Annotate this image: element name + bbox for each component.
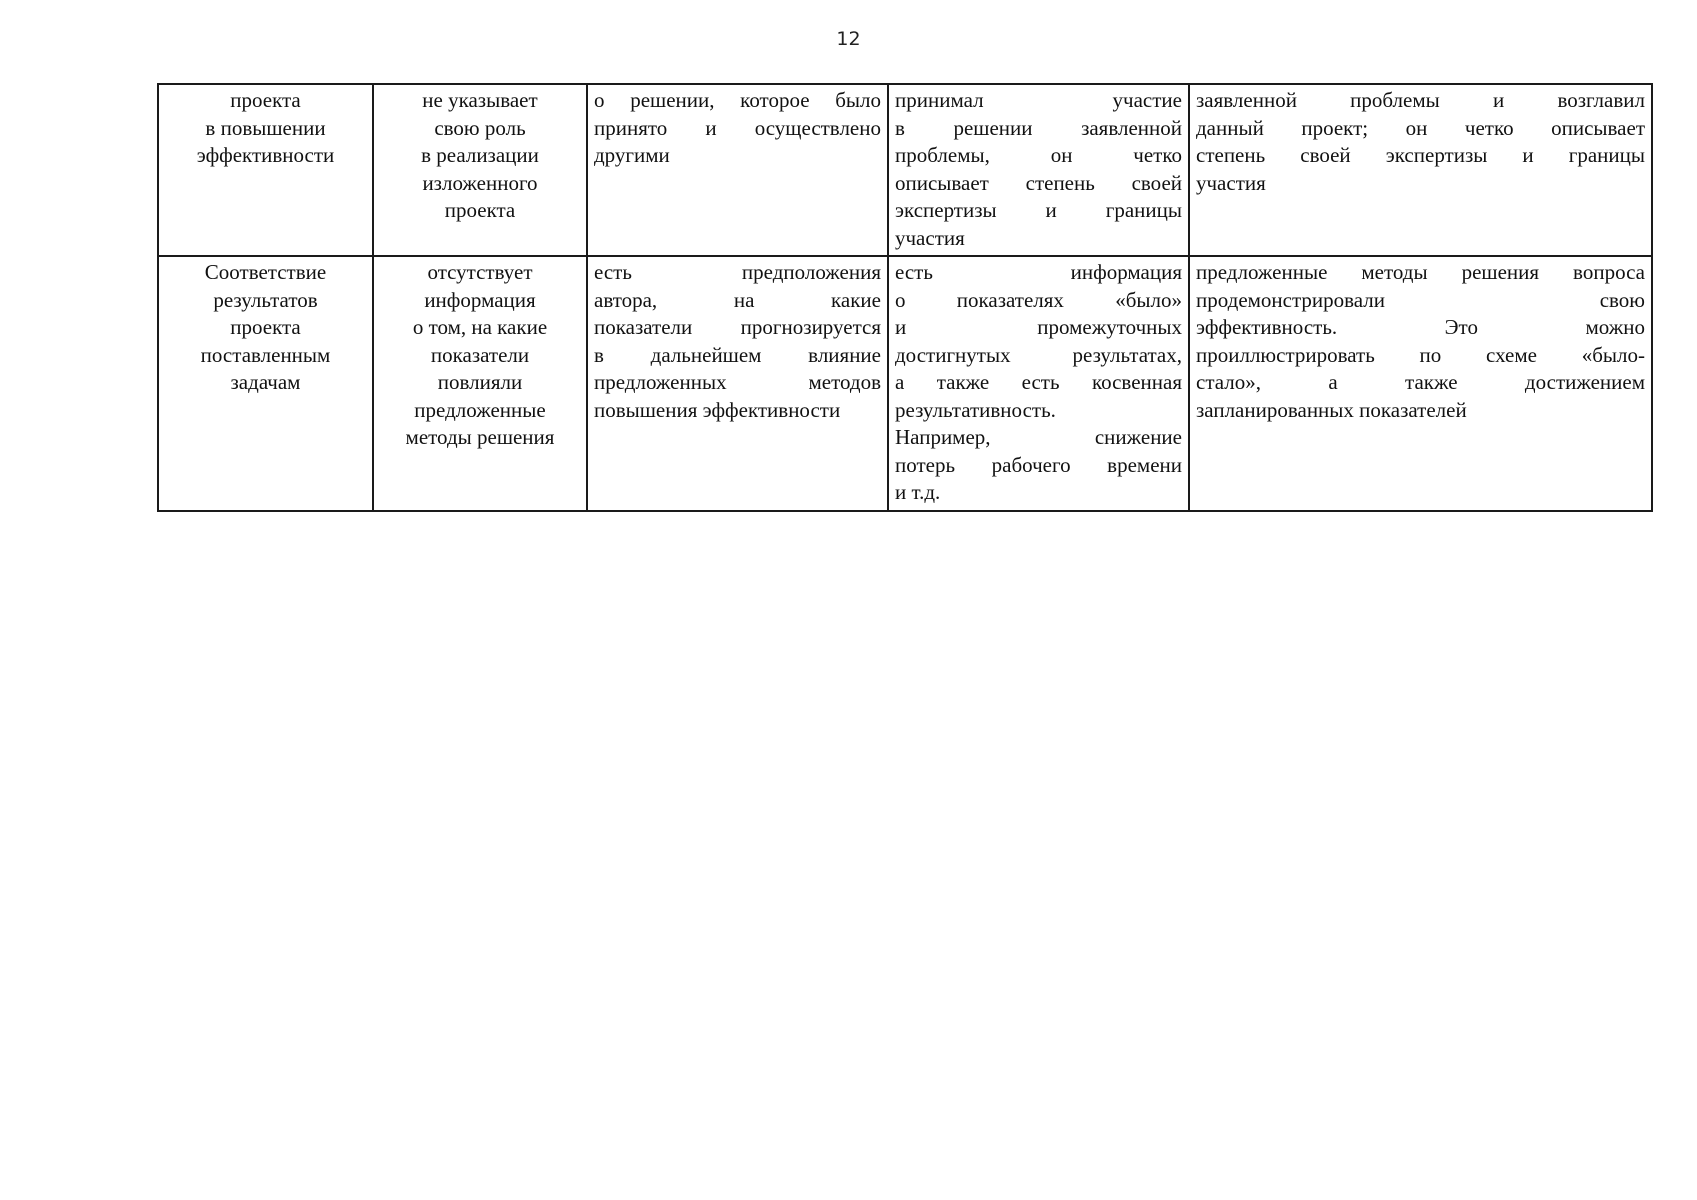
cell-line: степень своей экспертизы и границы: [1196, 143, 1645, 167]
cell-line: потерь рабочего времени: [895, 452, 1182, 477]
cell-line: Соответствие: [204, 260, 327, 284]
score-1-cell: [587, 256, 888, 511]
cell-line: результатов: [213, 287, 318, 312]
cell-line: методы решения: [405, 425, 555, 449]
cell-line: поставленным: [200, 342, 331, 367]
cell-line: проиллюстрировать по схеме «было-: [1196, 342, 1645, 367]
cell-line: есть предположения: [594, 260, 881, 284]
cell-line: продемонстрировали свою: [1196, 287, 1645, 312]
cell-line: предложенных методов: [594, 370, 881, 394]
score-0-cell: [373, 84, 587, 256]
cell-line: проекта: [230, 315, 301, 339]
cell-line: показатели: [430, 342, 530, 367]
criterion-cell: [158, 256, 373, 511]
criterion-cell: [158, 84, 373, 256]
cell-line: принимал участие: [895, 88, 1182, 112]
cell-line: Например, снижение: [895, 425, 1182, 449]
cell-line: экспертизы и границы: [895, 198, 1182, 222]
criteria-table: [157, 83, 1653, 512]
cell-line: информация: [424, 287, 536, 312]
cell-line: задачам: [230, 370, 301, 394]
cell-line: эффективность. Это можно: [1196, 315, 1645, 339]
cell-line: отсутствует: [427, 260, 533, 284]
score-2-cell: [888, 84, 1189, 256]
cell-line: предложенные: [414, 397, 546, 422]
cell-line: о показателях «было»: [895, 287, 1182, 312]
cell-line: запланированных показателей: [1196, 397, 1467, 422]
cell-line: другими: [594, 143, 670, 167]
cell-line: есть информация: [895, 260, 1182, 284]
score-3-cell: [1189, 256, 1652, 511]
cell-line: свою роль: [434, 115, 526, 140]
score-3-cell: [1189, 84, 1652, 256]
table-row: [158, 256, 1652, 511]
cell-line: проекта: [444, 198, 516, 222]
cell-line: и промежуточных: [895, 315, 1182, 339]
cell-line: в повышении: [205, 115, 326, 140]
cell-line: проекта: [230, 88, 301, 112]
cell-line: описывает степень своей: [895, 170, 1182, 195]
cell-line: эффективности: [196, 143, 335, 167]
cell-line: показатели прогнозируется: [594, 315, 881, 339]
cell-line: данный проект; он четко описывает: [1196, 115, 1645, 140]
score-2-cell: [888, 256, 1189, 511]
score-1-cell: [587, 84, 888, 256]
cell-line: принято и осуществлено: [594, 115, 881, 140]
cell-line: о том, на какие: [412, 315, 548, 339]
cell-line: и т.д.: [895, 480, 941, 504]
cell-line: повышения эффективности: [594, 397, 841, 422]
cell-line: достигнутых результатах,: [895, 342, 1182, 367]
cell-line: в решении заявленной: [895, 115, 1182, 140]
cell-line: а также есть косвенная: [895, 370, 1182, 394]
score-0-cell: [373, 256, 587, 511]
cell-line: о решении, которое было: [594, 88, 881, 112]
cell-line: не указывает: [422, 88, 538, 112]
table-row: [158, 84, 1652, 256]
cell-line: результативность.: [895, 397, 1056, 422]
cell-line: участия: [895, 225, 965, 250]
cell-line: повлияли: [437, 370, 523, 394]
cell-line: заявленной проблемы и возглавил: [1196, 88, 1645, 112]
cell-line: автора, на какие: [594, 287, 881, 312]
cell-line: проблемы, он четко: [895, 143, 1182, 167]
cell-line: изложенного: [422, 170, 538, 195]
cell-line: участия: [1196, 170, 1266, 195]
cell-line: стало», а также достижением: [1196, 370, 1645, 394]
cell-line: предложенные методы решения вопроса: [1196, 260, 1645, 284]
cell-line: в реализации: [421, 143, 539, 167]
cell-line: в дальнейшем влияние: [594, 342, 881, 367]
page-number: 12: [836, 28, 861, 50]
